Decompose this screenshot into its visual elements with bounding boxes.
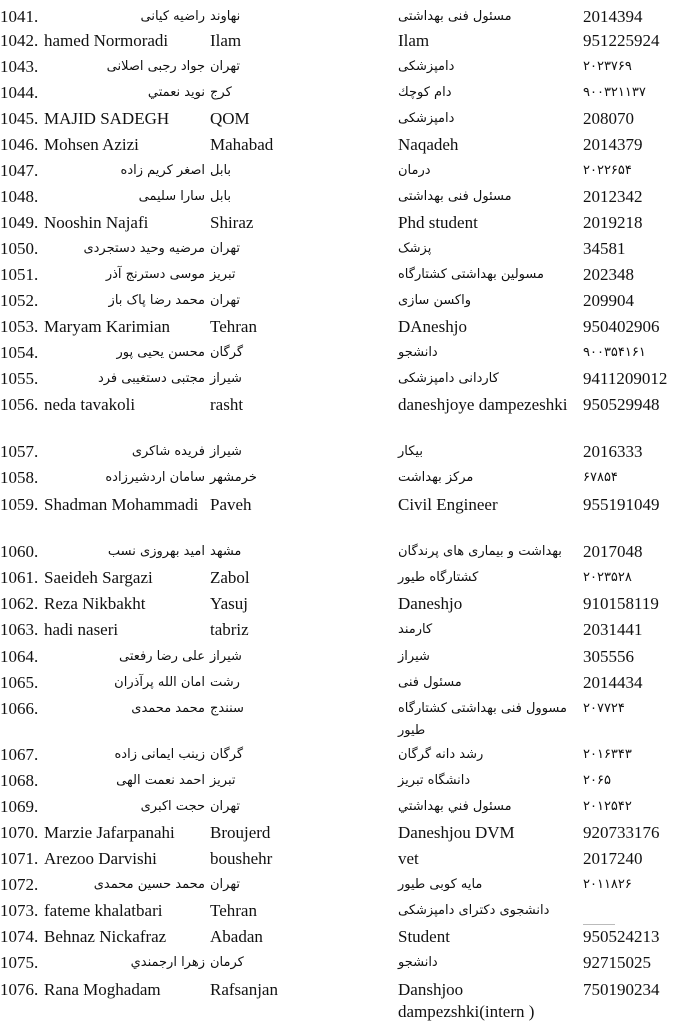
id-code: 2017048 bbox=[583, 542, 643, 561]
id-code: 2017240 bbox=[583, 849, 643, 868]
id-code: 2012342 bbox=[583, 187, 643, 206]
person-name: fateme khalatbari bbox=[44, 901, 163, 920]
city: Paveh bbox=[210, 495, 252, 514]
row-number: 1053. bbox=[0, 317, 39, 336]
id-code: 955191049 bbox=[583, 495, 660, 514]
row-number: 1050. bbox=[0, 239, 39, 258]
city: تهران bbox=[210, 241, 240, 256]
id-code: ۶۷۸۵۴ bbox=[583, 470, 618, 485]
row-number: 1066. bbox=[0, 699, 39, 718]
occupation: دانشجو bbox=[398, 345, 438, 360]
row-number: 1048. bbox=[0, 187, 39, 206]
city: رشت bbox=[210, 675, 240, 690]
row-number: 1068. bbox=[0, 771, 39, 790]
occupation: مسوول فنی بهداشتی کشتارگاه طیور bbox=[398, 701, 567, 738]
city: تهران bbox=[210, 293, 240, 308]
id-code: ۲۰۱۶۳۴۳ bbox=[583, 747, 632, 762]
id-code: 202348 bbox=[583, 265, 634, 284]
row-number: 1055. bbox=[0, 369, 39, 388]
id-code: 305556 bbox=[583, 647, 634, 666]
id-code: 209904 bbox=[583, 291, 634, 310]
city: خرمشهر bbox=[210, 470, 257, 485]
person-name: اصغر کریم زاده bbox=[120, 163, 205, 178]
row-number: 1054. bbox=[0, 343, 39, 362]
occupation: دام کوچك bbox=[398, 85, 452, 100]
city: کرمان bbox=[210, 955, 244, 970]
occupation: دانشجو bbox=[398, 955, 438, 970]
id-code: 750190234 bbox=[583, 980, 660, 999]
person-name: Reza Nikbakht bbox=[44, 594, 146, 613]
city: مشهد bbox=[210, 544, 242, 559]
person-name: Shadman Mohammadi bbox=[44, 495, 199, 514]
row-number: 1067. bbox=[0, 745, 39, 764]
occupation: Daneshjo bbox=[398, 594, 463, 613]
person-name: محمد رضا پاک باز bbox=[108, 293, 205, 308]
occupation: DAneshjo bbox=[398, 317, 467, 336]
city: Abadan bbox=[210, 927, 263, 946]
person-name: Marzie Jafarpanahi bbox=[44, 823, 175, 842]
occupation: vet bbox=[398, 849, 419, 868]
id-code: ۲۰۷۷۲۴ bbox=[583, 701, 625, 716]
person-name: Mohsen Azizi bbox=[44, 135, 139, 154]
city: گرگان bbox=[210, 747, 244, 762]
occupation: مرکز بهداشت bbox=[398, 470, 474, 485]
person-name: مجتبی دستغیبی فرد bbox=[97, 371, 205, 386]
id-code: ۲۰۲۲۶۵۴ bbox=[583, 163, 632, 178]
row-number: 1052. bbox=[0, 291, 39, 310]
person-name: Rana Moghadam bbox=[44, 980, 161, 999]
occupation: کارمند bbox=[398, 622, 433, 637]
row-number: 1047. bbox=[0, 161, 39, 180]
id-code: ۲۰۱۱۸۲۶ bbox=[583, 877, 632, 892]
city: Shiraz bbox=[210, 213, 254, 232]
city: شیراز bbox=[210, 444, 242, 459]
person-name: موسی دسترنج آذر bbox=[105, 267, 205, 282]
occupation: رشد دانه گرگان bbox=[398, 747, 484, 762]
person-name: محمد محمدی bbox=[131, 701, 205, 716]
id-code: 951225924 bbox=[583, 31, 660, 50]
city: تبریز bbox=[210, 773, 236, 788]
id-code: ۲۰۱۲۵۴۲ bbox=[583, 799, 632, 814]
row-number: 1041. bbox=[0, 7, 39, 26]
occupation: شیراز bbox=[398, 649, 430, 664]
occupation: Phd student bbox=[398, 213, 478, 232]
id-code: 2016333 bbox=[583, 442, 643, 461]
row-number: 1042. bbox=[0, 31, 39, 50]
id-code: 9411209012 bbox=[583, 369, 668, 388]
id-code: 950402906 bbox=[583, 317, 660, 336]
person-name: امان الله پرآذران bbox=[114, 675, 205, 690]
person-name: زهرا ارجمندي bbox=[130, 955, 205, 970]
person-name: Arezoo Darvishi bbox=[44, 849, 157, 868]
city: سنندج bbox=[210, 701, 244, 716]
city: تهران bbox=[210, 799, 240, 814]
city: boushehr bbox=[210, 849, 273, 868]
person-name: Maryam Karimian bbox=[44, 317, 171, 336]
occupation: Daneshjou DVM bbox=[398, 823, 515, 842]
id-code: ۹۰۰۳۲۱۱۳۷ bbox=[583, 85, 646, 100]
person-name: زینب ایمانی زاده bbox=[114, 747, 205, 762]
occupation: بیکار bbox=[398, 444, 423, 459]
city: Yasuj bbox=[210, 594, 248, 613]
row-number: 1060. bbox=[0, 542, 39, 561]
row-number: 1043. bbox=[0, 57, 39, 76]
row-number: 1045. bbox=[0, 109, 39, 128]
row-number: 1062. bbox=[0, 594, 39, 613]
person-name: فریده شاکری bbox=[131, 444, 205, 459]
occupation: daneshjoye dampezeshki bbox=[398, 395, 568, 414]
person-name: hadi naseri bbox=[44, 620, 119, 639]
city: Mahabad bbox=[210, 135, 274, 154]
occupation: واکسن سازی bbox=[398, 293, 472, 308]
row-number: 1056. bbox=[0, 395, 39, 414]
city: Rafsanjan bbox=[210, 980, 278, 999]
occupation: Ilam bbox=[398, 31, 430, 50]
row-number: 1046. bbox=[0, 135, 39, 154]
row-number: 1069. bbox=[0, 797, 39, 816]
person-name: Saeideh Sargazi bbox=[44, 568, 153, 587]
id-code: 920733176 bbox=[583, 823, 660, 842]
row-number: 1059. bbox=[0, 495, 39, 514]
person-name: مرضیه وحید دستجردی bbox=[83, 241, 205, 256]
occupation: بهداشت و بیماری های پرندگان bbox=[398, 544, 562, 559]
row-number: 1074. bbox=[0, 927, 39, 946]
occupation: دامپزشکی bbox=[398, 111, 455, 126]
person-name: محمد حسین محمدی bbox=[93, 877, 205, 892]
city: tabriz bbox=[210, 620, 249, 639]
person-name: محسن یحیی پور bbox=[116, 345, 205, 360]
row-number: 1061. bbox=[0, 568, 39, 587]
person-name: Nooshin Najafi bbox=[44, 213, 149, 232]
person-name: علی رضا رفعتی bbox=[119, 649, 205, 664]
id-code: 2014379 bbox=[583, 135, 643, 154]
row-number: 1044. bbox=[0, 83, 39, 102]
city: بابل bbox=[210, 163, 232, 178]
occupation: Danshjoo dampezshki(intern ) bbox=[398, 980, 535, 1021]
row-number: 1058. bbox=[0, 468, 39, 487]
row-number: 1057. bbox=[0, 442, 39, 461]
occupation: کاردانی دامپزشکی bbox=[398, 371, 499, 386]
occupation: پزشک bbox=[398, 241, 432, 256]
row-number: 1070. bbox=[0, 823, 39, 842]
occupation: مسئول فنی bbox=[398, 675, 462, 690]
city: تهران bbox=[210, 877, 240, 892]
person-name: امید بهروزی نسب bbox=[107, 544, 205, 559]
person-name: سارا سلیمی bbox=[138, 189, 205, 204]
id-code: ۹۰۰۳۵۴۱۶۱ bbox=[583, 345, 646, 360]
person-name: neda tavakoli bbox=[44, 395, 136, 414]
person-name: hamed Normoradi bbox=[44, 31, 169, 50]
row-number: 1072. bbox=[0, 875, 39, 894]
occupation: مسئول فنی بهداشتی bbox=[398, 9, 512, 24]
occupation: مسئول فني بهداشتي bbox=[398, 799, 512, 814]
occupation: مسولین بهداشتی کشتارگاه bbox=[398, 267, 544, 282]
city: شیراز bbox=[210, 649, 242, 664]
id-code: 2014394 bbox=[583, 7, 643, 26]
row-number: 1064. bbox=[0, 647, 39, 666]
person-name: نوید نعمتي bbox=[147, 85, 205, 100]
row-number: 1073. bbox=[0, 901, 39, 920]
person-name: سامان اردشیرزاده bbox=[105, 470, 205, 485]
id-code: ۲۰۲۳۷۶۹ bbox=[583, 59, 632, 74]
id-code: ۲۰۲۳۵۲۸ bbox=[583, 570, 632, 585]
city: QOM bbox=[210, 109, 250, 128]
person-name: جواد رجبی اصلانی bbox=[106, 59, 205, 74]
city: شیراز bbox=[210, 371, 242, 386]
row-number: 1051. bbox=[0, 265, 39, 284]
city: نهاوند bbox=[210, 9, 241, 24]
id-code: 2031441 bbox=[583, 620, 643, 639]
occupation: Student bbox=[398, 927, 450, 946]
occupation: کشتارگاه طیور bbox=[398, 570, 479, 585]
id-code: 92715025 bbox=[583, 953, 651, 972]
id-code: 2014434 bbox=[583, 673, 643, 692]
person-name: احمد نعمت الهی bbox=[116, 773, 205, 788]
city: کرج bbox=[210, 85, 232, 100]
city: Broujerd bbox=[210, 823, 271, 842]
row-number: 1076. bbox=[0, 980, 39, 999]
row-number: 1049. bbox=[0, 213, 39, 232]
person-name: حجت اکبری bbox=[140, 799, 205, 814]
city: تبریز bbox=[210, 267, 236, 282]
occupation: درمان bbox=[398, 163, 431, 178]
city: Ilam bbox=[210, 31, 242, 50]
occupation: دانشجوی دکترای دامپزشکی bbox=[398, 903, 550, 918]
city: Tehran bbox=[210, 901, 257, 920]
id-code: 208070 bbox=[583, 109, 634, 128]
occupation: دانشگاه تبریز bbox=[398, 773, 471, 788]
row-number: 1071. bbox=[0, 849, 39, 868]
id-code: 34581 bbox=[583, 239, 626, 258]
occupation: مسئول فنی بهداشتی bbox=[398, 189, 512, 204]
city: Zabol bbox=[210, 568, 250, 587]
occupation: مایه کوبی طیور bbox=[398, 877, 483, 892]
id-code: 950529948 bbox=[583, 395, 660, 414]
row-number: 1063. bbox=[0, 620, 39, 639]
city: گرگان bbox=[210, 345, 244, 360]
occupation: Naqadeh bbox=[398, 135, 459, 154]
city: rasht bbox=[210, 395, 244, 414]
occupation: دامپزشکی bbox=[398, 59, 455, 74]
person-name: MAJID SADEGH bbox=[44, 109, 170, 128]
city: بابل bbox=[210, 189, 232, 204]
id-code: 950524213 bbox=[583, 927, 660, 946]
person-name: Behnaz Nickafraz bbox=[44, 927, 167, 946]
row-number: 1075. bbox=[0, 953, 39, 972]
id-code: 910158119 bbox=[583, 594, 659, 613]
person-name: راضیه کیانی bbox=[140, 9, 205, 24]
city: تهران bbox=[210, 59, 240, 74]
occupation: Civil Engineer bbox=[398, 495, 498, 514]
id-code: ۲۰۶۵ bbox=[583, 773, 611, 788]
id-code: 2019218 bbox=[583, 213, 643, 232]
city: Tehran bbox=[210, 317, 257, 336]
row-number: 1065. bbox=[0, 673, 39, 692]
